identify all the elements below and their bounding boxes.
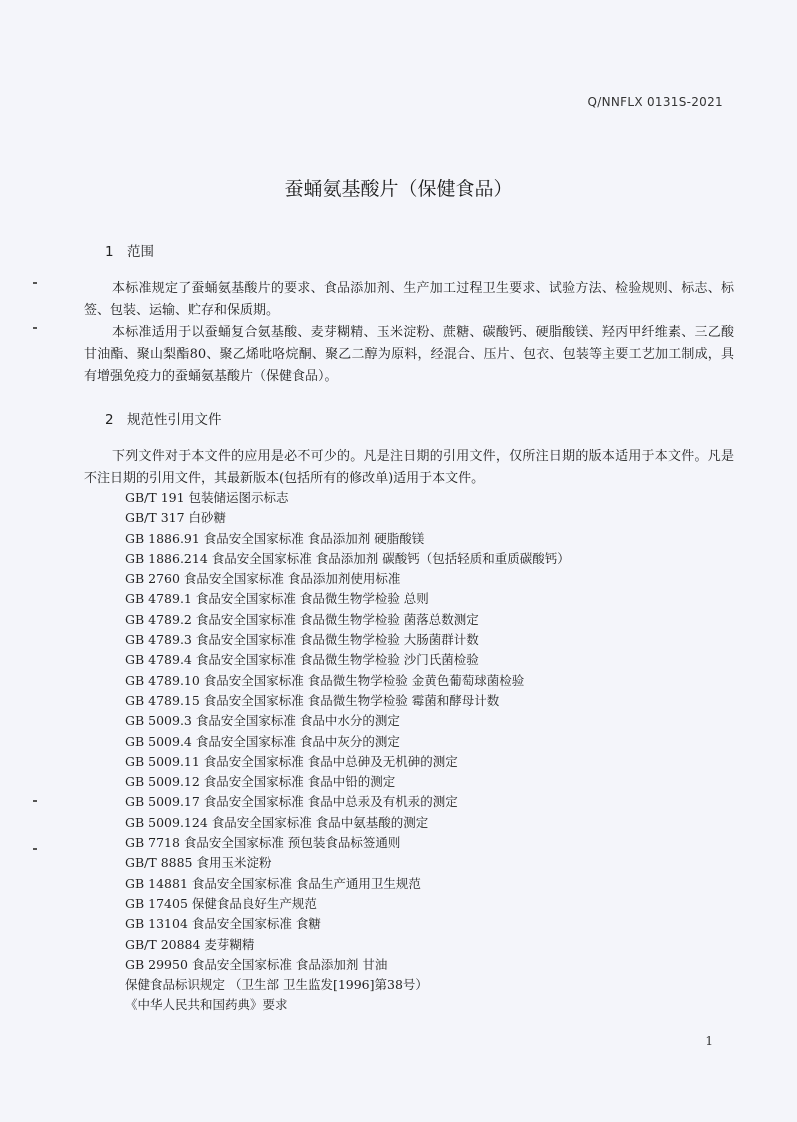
scope-paragraph-1: 本标准规定了蚕蛹氨基酸片的要求、食品添加剂、生产加工过程卫生要求、试验方法、检验规则、标志、标签、包装、运输、贮存和保质期。 xyxy=(84,281,734,318)
section-title: 范围 xyxy=(127,244,154,260)
scan-mark xyxy=(33,848,37,850)
reference-item: GB 2760 食品安全国家标准 食品添加剂使用标准 xyxy=(125,571,401,587)
section-number: 2 xyxy=(105,412,114,428)
reference-item: GB 5009.124 食品安全国家标准 食品中氨基酸的测定 xyxy=(125,814,429,830)
reference-item: GB 4789.1 食品安全国家标准 食品微生物学检验 总则 xyxy=(125,591,429,607)
reference-item: GB 5009.17 食品安全国家标准 食品中总汞及有机汞的测定 xyxy=(125,794,458,810)
references-intro-paragraph: 下列文件对于本文件的应用是必不可少的。凡是注日期的引用文件，仅所注日期的版本适用于本文件。凡是不注日期的引用文件，其最新版本(包括所有的修改单)适用于本文件。 xyxy=(84,449,734,486)
reference-item: GB 13104 食品安全国家标准 食糖 xyxy=(125,916,321,932)
section-number: 1 xyxy=(105,244,114,260)
reference-item: GB 5009.12 食品安全国家标准 食品中铅的测定 xyxy=(125,774,396,790)
section-title: 规范性引用文件 xyxy=(127,412,222,428)
reference-list xyxy=(125,488,570,1016)
reference-item: GB 17405 保健食品良好生产规范 xyxy=(125,895,317,911)
reference-item: GB 5009.11 食品安全国家标准 食品中总砷及无机砷的测定 xyxy=(125,753,458,769)
scope-paragraph-2: 本标准适用于以蚕蛹复合氨基酸、麦芽糊精、玉米淀粉、蔗糖、碳酸钙、硬脂酸镁、羟丙甲纤维素、三乙酸甘油酯、聚山梨酯80、聚乙烯吡咯烷酮、聚乙二醇为原料，经混合、压片、包衣、包装等主要工艺加工制成，具有增强免疫力的蚕蛹氨基酸片（保健食品）。 xyxy=(84,325,734,384)
reference-item: GB 1886.214 食品安全国家标准 食品添加剂 碳酸钙（包括轻质和重质碳酸钙） xyxy=(125,550,570,566)
document-title: 蚕蛹氨基酸片（保健食品） xyxy=(284,178,513,200)
reference-item: GB 4789.15 食品安全国家标准 食品微生物学检验 霉菌和酵母计数 xyxy=(125,692,500,708)
section-heading-scope xyxy=(105,240,154,260)
reference-item: GB/T 317 白砂糖 xyxy=(125,510,227,526)
reference-item: GB 4789.2 食品安全国家标准 食品微生物学检验 菌落总数测定 xyxy=(125,611,479,627)
reference-item: GB 29950 食品安全国家标准 食品添加剂 甘油 xyxy=(125,956,388,972)
reference-item: GB 5009.4 食品安全国家标准 食品中灰分的测定 xyxy=(125,733,400,749)
standard-code: Q/NNFLX 0131S-2021 xyxy=(587,95,723,109)
reference-item: GB/T 8885 食用玉米淀粉 xyxy=(125,855,272,871)
reference-item: GB 4789.10 食品安全国家标准 食品微生物学检验 金黄色葡萄球菌检验 xyxy=(125,672,525,688)
reference-item: GB/T 20884 麦芽糊精 xyxy=(125,936,255,952)
reference-item: GB 7718 食品安全国家标准 预包装食品标签通则 xyxy=(125,835,401,851)
scan-mark xyxy=(33,800,37,802)
page-number: 1 xyxy=(705,1034,713,1048)
section-heading-normative-references xyxy=(105,408,222,428)
reference-item: GB/T 191 包装储运图示标志 xyxy=(125,490,289,505)
reference-item: GB 4789.4 食品安全国家标准 食品微生物学检验 沙门氏菌检验 xyxy=(125,652,479,668)
reference-item: GB 5009.3 食品安全国家标准 食品中水分的测定 xyxy=(125,713,400,729)
reference-item: 保健食品标识规定 （卫生部 卫生监发[1996]第38号） xyxy=(125,977,428,993)
reference-item: GB 1886.91 食品安全国家标准 食品添加剂 硬脂酸镁 xyxy=(125,530,425,546)
reference-item: 《中华人民共和国药典》要求 xyxy=(125,997,288,1013)
scan-mark xyxy=(33,327,37,329)
reference-item: GB 14881 食品安全国家标准 食品生产通用卫生规范 xyxy=(125,875,421,891)
scan-mark xyxy=(33,282,37,284)
reference-item: GB 4789.3 食品安全国家标准 食品微生物学检验 大肠菌群计数 xyxy=(125,632,479,648)
